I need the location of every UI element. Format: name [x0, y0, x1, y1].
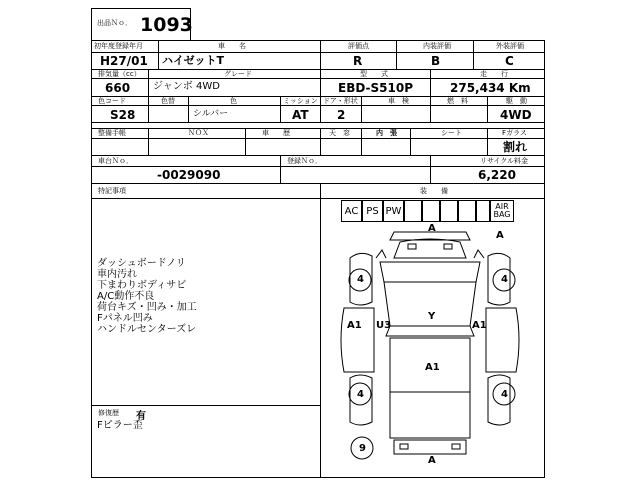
fglass-value: 割れ [503, 140, 528, 154]
mark-left-front: A1 [347, 320, 362, 331]
equip-ps: PS [362, 200, 383, 222]
tailgate-shape [394, 440, 466, 454]
mileage-value: 275,434 Km [450, 81, 531, 95]
mark-roof: A [496, 230, 504, 241]
mark-left-mid: U3 [376, 320, 392, 331]
color-code-label: 色コード [98, 97, 126, 105]
mark-center: Y [428, 311, 436, 322]
bed-shape [390, 338, 470, 438]
drive-label: 駆 動 [506, 97, 527, 105]
type-label: 型 式 [360, 70, 388, 78]
recycle-label: リサイクル料金 [480, 157, 529, 165]
mark-right-front: A1 [472, 320, 487, 331]
remarks-label: 特記事項 [98, 187, 126, 195]
windshield-shape [380, 262, 480, 282]
lot-number: 1093 [140, 14, 193, 36]
grade-value: ジャンボ 4WD [153, 81, 220, 92]
remark-line: A/C動作不良 [97, 291, 155, 302]
remark-line: Fパネル凹み [97, 313, 153, 324]
score-label: 評価点 [348, 42, 369, 50]
grade-label: グレード [224, 70, 252, 78]
color-code-value: S28 [110, 108, 136, 122]
recycle-value: 6,220 [478, 168, 516, 182]
chassis-value: -0029090 [157, 168, 221, 182]
capacity-label: 車 検 [388, 97, 409, 105]
fglass-label: Fガラス [502, 129, 527, 137]
remark-line: ダッシュボードノリ [97, 258, 186, 269]
equip-slot [476, 200, 490, 222]
color-value: シルバー [193, 109, 229, 119]
model-name-label: 車 名 [218, 42, 246, 50]
history-label: 車 歴 [262, 129, 290, 137]
mark-rear: A [428, 455, 436, 466]
mark-top: A [428, 223, 436, 234]
model-name-value: ハイゼットT [162, 54, 224, 67]
equip-airbag: AIR BAG [490, 200, 514, 222]
fuel-label: 燃 料 [447, 97, 468, 105]
mark-bed: A1 [425, 362, 440, 373]
doors-label: ドア・形状 [323, 97, 358, 105]
lot-label: 出品Ｎｏ． [97, 19, 132, 27]
equip-pw: PW [383, 200, 404, 222]
mark-tire-front-left: 4 [357, 274, 364, 285]
repair-note: Fピラー歪 [97, 420, 143, 431]
mark-tire-front-right: 4 [501, 274, 508, 285]
remark-line: 荷台キズ・凹み・加工 [97, 302, 197, 313]
mileage-label: 走 行 [480, 70, 508, 78]
sunroof-label: 天 窓 [329, 129, 350, 137]
score-value: R [353, 54, 363, 68]
color-type-label: 色替 [161, 97, 175, 105]
exterior-value: C [505, 54, 514, 68]
lamp-left-shape [408, 244, 416, 249]
displacement-label: 排気量（cc） [98, 70, 141, 78]
exterior-label: 外装評価 [496, 42, 524, 50]
equip-slot [440, 200, 458, 222]
drive-value: 4WD [500, 108, 532, 122]
cab-front-shape [394, 239, 466, 258]
chassis-label: 車台Ｎｏ． [98, 157, 133, 165]
transmission-label: ミッション [283, 97, 318, 105]
equipment-label: 装 備 [420, 187, 448, 195]
remark-line: ハンドルセンターズレ [97, 324, 197, 335]
equip-ac: AC [341, 200, 362, 222]
first-reg-label: 初年度登録年月 [94, 42, 143, 50]
repair-label: 修復歴 [98, 409, 119, 417]
type-value: EBD-S510P [338, 81, 413, 95]
repair-value: 有 [136, 411, 146, 422]
transmission-value: AT [292, 108, 309, 122]
nox-label: ＮＯＸ [188, 129, 209, 137]
rear-window-shape [386, 326, 474, 336]
mark-tire-rear-left: 4 [357, 389, 364, 400]
right-rear-fender-shape [488, 375, 510, 425]
interior-value: B [431, 54, 441, 68]
remark-line: 車内汚れ [97, 269, 137, 280]
leather-label: 内 張 [376, 129, 397, 137]
vehicle-damage-diagram [320, 222, 544, 478]
left-door-shape [341, 308, 374, 372]
remark-line: 下まわりボディサビ [97, 280, 187, 291]
reg-no-label: 登録Ｎｏ． [287, 157, 322, 165]
equip-slot [422, 200, 440, 222]
color-label: 色 [230, 97, 237, 105]
equip-slot [404, 200, 422, 222]
right-door-shape [486, 308, 519, 372]
lamp-right-shape [444, 244, 452, 249]
doors-value: 2 [337, 108, 346, 122]
mark-tire-rear-right: 4 [501, 389, 508, 400]
interior-label: 内装評価 [423, 42, 451, 50]
displacement-value: 660 [105, 81, 131, 95]
first-reg-value: H27/01 [100, 54, 148, 68]
manual-label: 整備手帳 [98, 129, 126, 137]
mark-spare: 9 [359, 443, 366, 454]
seat-label: シート [441, 129, 462, 137]
equip-slot [458, 200, 476, 222]
